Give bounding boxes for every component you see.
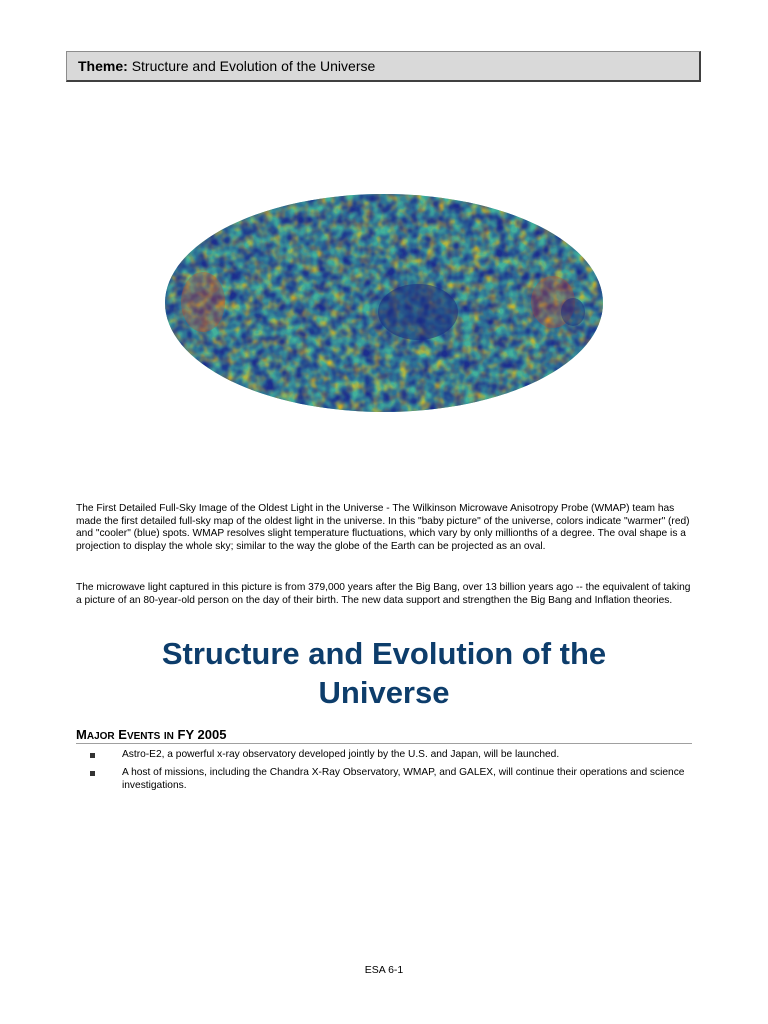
bullet-square-icon <box>90 753 95 758</box>
list-item: A host of missions, including the Chandra X-Ray Observatory, WMAP, and GALEX, will continue their operations and science investigations. <box>76 766 692 792</box>
bullet-square-icon <box>90 771 95 776</box>
page-title <box>76 634 692 712</box>
major-events-list <box>76 748 692 797</box>
page-title-line-2: Universe <box>318 675 450 710</box>
list-item: Astro-E2, a powerful x-ray observatory developed jointly by the U.S. and Japan, will be launched. <box>76 748 692 761</box>
theme-text: Structure and Evolution of the Universe <box>131 58 376 74</box>
page-number: ESA 6-1 <box>364 964 404 976</box>
theme-banner <box>66 51 701 82</box>
wmap-sky-map-image <box>163 192 605 414</box>
image-caption-paragraph-2: The microwave light captured in this picture is from 379,000 years after the Big Bang, over 13 billion years ago -- the equivalent of taking a picture of an 80-year-old person on the day of their birth. The new data support and strengthen the Big Bang and Inflation theories. <box>76 582 691 606</box>
section-heading-major-events: MAJOR EVENTS IN FY 2005 <box>76 727 692 744</box>
page-title-line-1: Structure and Evolution of the <box>161 636 607 671</box>
theme-label: Theme: <box>78 58 128 74</box>
image-caption-paragraph-1: The First Detailed Full-Sky Image of the Oldest Light in the Universe - The Wilkinson Microwave Anisotropy Probe (WMAP) team has made the first detailed full-sky map of the oldest light in the universe. In this "baby picture" of the universe, colors indicate "warmer" (red) and "cooler" (blue) spots. WMAP resolves slight temperature fluctuations, which vary by only millionths of a degree. The oval shape is a projection to display the whole sky; similar to the way the globe of the Earth can be projected as an oval. <box>76 503 690 552</box>
